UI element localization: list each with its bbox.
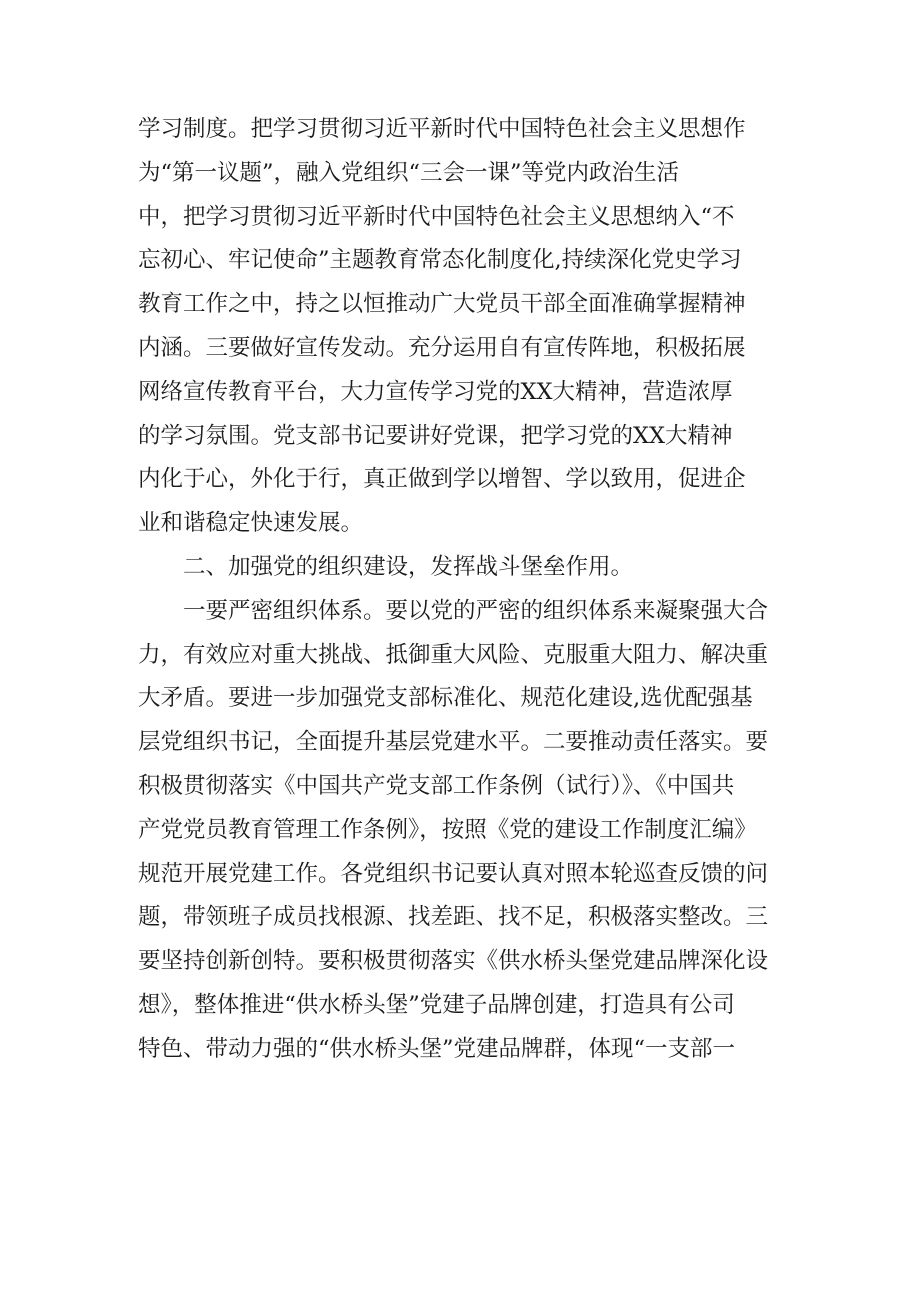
text-line: 力，有效应对重大挑战、抵御重大风险、克服重大阻力、解决重: [138, 641, 769, 668]
text-line: 忘初心、牢记使命”主题教育常态化制度化,持续深化党史学习: [138, 247, 742, 274]
text-line: 内化于心，外化于行，真正做到学以增智、学以致用，促进企: [138, 466, 746, 493]
text-line: 一要严密组织体系。要以党的严密的组织体系来凝聚强大合: [138, 597, 769, 624]
text-line: 的学习氛围。党支部书记要讲好党课，把学习党的XX大精神: [138, 422, 733, 449]
text-line: 大矛盾。要进一步加强党支部标准化、规范化建设,选优配强基: [138, 685, 753, 712]
text-line: 层党组织书记，全面提升基层党建水平。二要推动责任落实。要: [138, 729, 769, 756]
text-line: 产党党员教育管理工作条例》，按照《党的建设工作制度汇编》: [138, 816, 757, 843]
document-body: [138, 108, 788, 1072]
text-line: 积极贯彻落实《中国共产党支部工作条例（试行）》、《中国共: [138, 772, 735, 799]
text-line: 中，把学习贯彻习近平新时代中国特色社会主义思想纳入“不: [138, 203, 735, 230]
text-line: 业和谐稳定快速发展。: [138, 510, 364, 537]
text-line: 学习制度。把学习贯彻习近平新时代中国特色社会主义思想作: [138, 116, 746, 142]
text-line: 规范开展党建工作。各党组织书记要认真对照本轮巡查反馈的问: [138, 860, 769, 887]
text-line: 特色、带动力强的“供水桥头堡”党建品牌群，体现“一支部一: [138, 1035, 736, 1062]
section-heading: 二、加强党的组织建设，发挥战斗堡垒作用。: [138, 553, 634, 580]
text-line: 内涵。三要做好宣传发动。充分运用自有宣传阵地，积极拓展: [138, 334, 746, 361]
text-line: 想》，整体推进“供水桥头堡”党建子品牌创建，打造具有公司: [138, 991, 735, 1018]
text-line: 要坚持创新创特。要积极贯彻落实《供水桥头堡党建品牌深化设: [138, 948, 769, 975]
text-line: 网络宣传教育平台，大力宣传学习党的XX大精神，营造浓厚: [138, 378, 733, 405]
text-line: 题，带领班子成员找根源、找差距、找不足，积极落实整改。三: [138, 904, 769, 931]
text-line: 为“第一议题”，融入党组织“三会一课”等党内政治生活: [138, 159, 680, 186]
text-line: 教育工作之中，持之以恒推动广大党员干部全面准确掌握精神: [138, 291, 746, 318]
